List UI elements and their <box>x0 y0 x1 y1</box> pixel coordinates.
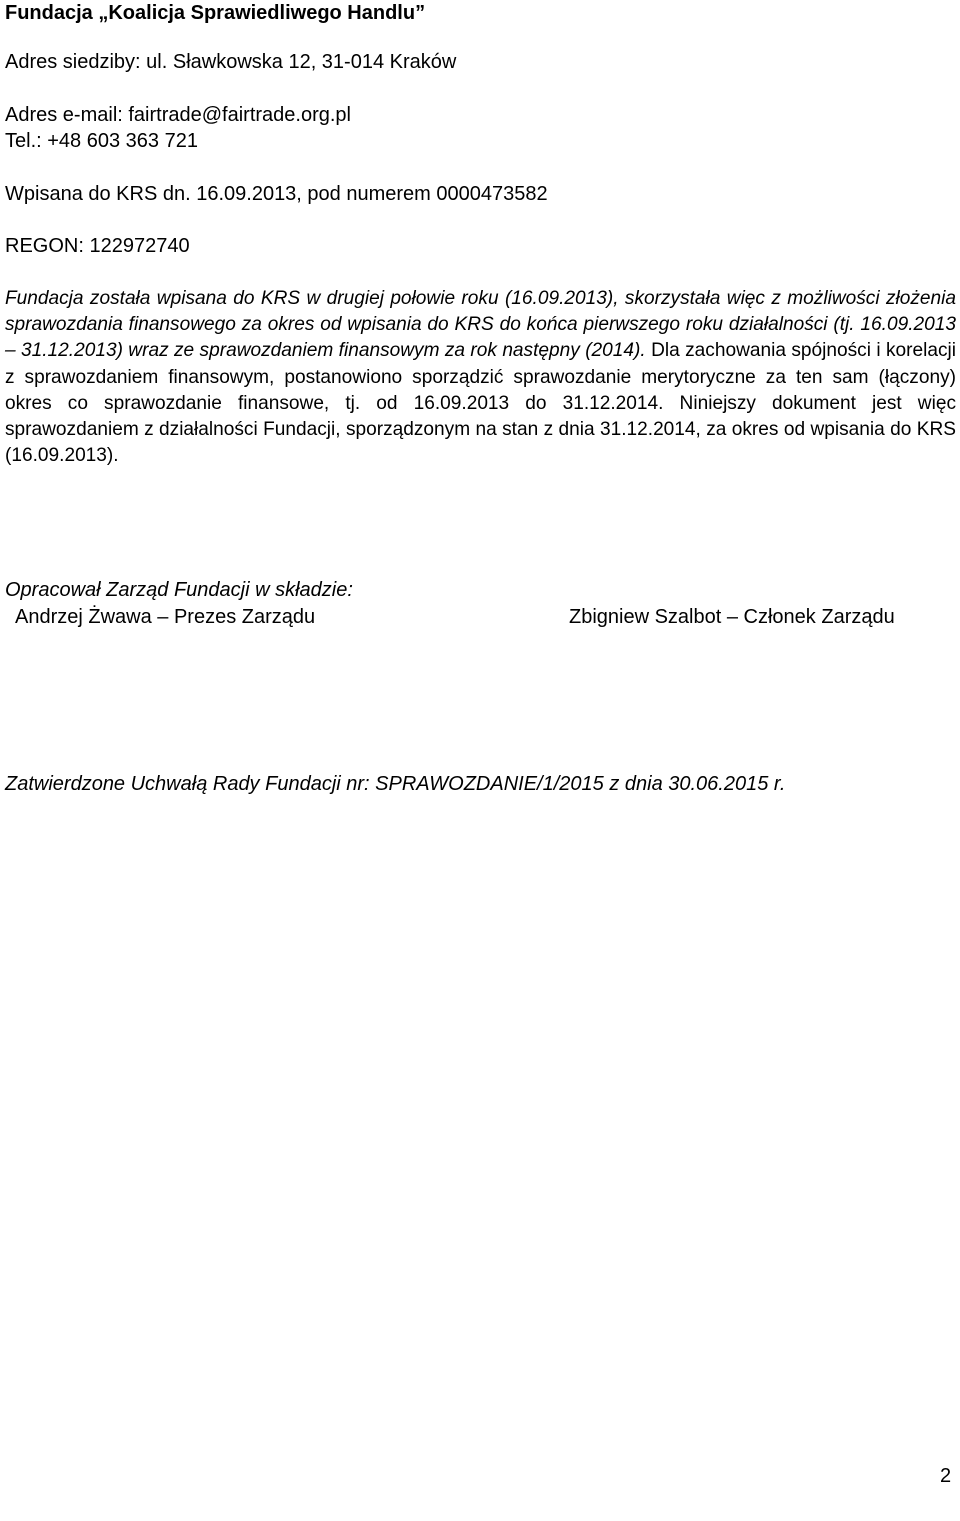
report-paragraph <box>5 286 956 469</box>
phone-line: Tel.: +48 603 363 721 <box>5 130 198 152</box>
document-title: Fundacja „Koalicja Sprawiedliwego Handlu” <box>5 2 426 24</box>
regon-line: REGON: 122972740 <box>5 235 190 257</box>
page-number: 2 <box>940 1465 952 1487</box>
paragraph-regular-part: Dla zachowania spójności i korelacji z sprawozdaniem finansowym, postanowiono sporządzić sprawozdanie merytoryczne za ten sam (łączony) okres co sprawozdanie finansowe, tj. od 16.09.2013 do 31.12.2014. Niniejszy dokument jest więc sprawozdaniem z działalności Fundacji, sporządzonym na stan z dnia 31.12.2014, za okres od wpisania do KRS (16.09.2013). <box>5 340 956 467</box>
prepared-by-label: Opracował Zarząd Fundacji w składzie: <box>5 579 353 601</box>
paragraph-italic-part: Fundacja została wpisana do KRS w drugiej połowie roku (16.09.2013), skorzystała więc z możliwości złożenia sprawozdania finansowego za okres od wpisania do KRS do końca pierwszego roku działalności (tj. 16.09.2013 – 31.12.2013) wraz ze sprawozdaniem finansowym za rok następny (2014). <box>5 288 956 362</box>
approval-note: Zatwierdzone Uchwałą Rady Fundacji nr: SPRAWOZDANIE/1/2015 z dnia 30.06.2015 r. <box>5 773 786 795</box>
krs-line: Wpisana do KRS dn. 16.09.2013, pod numerem 0000473582 <box>5 183 548 205</box>
signature-member: Zbigniew Szalbot – Członek Zarządu <box>569 606 895 628</box>
address-line: Adres siedziby: ul. Sławkowska 12, 31-014 Kraków <box>5 51 457 73</box>
signature-president: Andrzej Żwawa – Prezes Zarządu <box>15 606 316 628</box>
email-line: Adres e-mail: fairtrade@fairtrade.org.pl <box>5 104 351 126</box>
